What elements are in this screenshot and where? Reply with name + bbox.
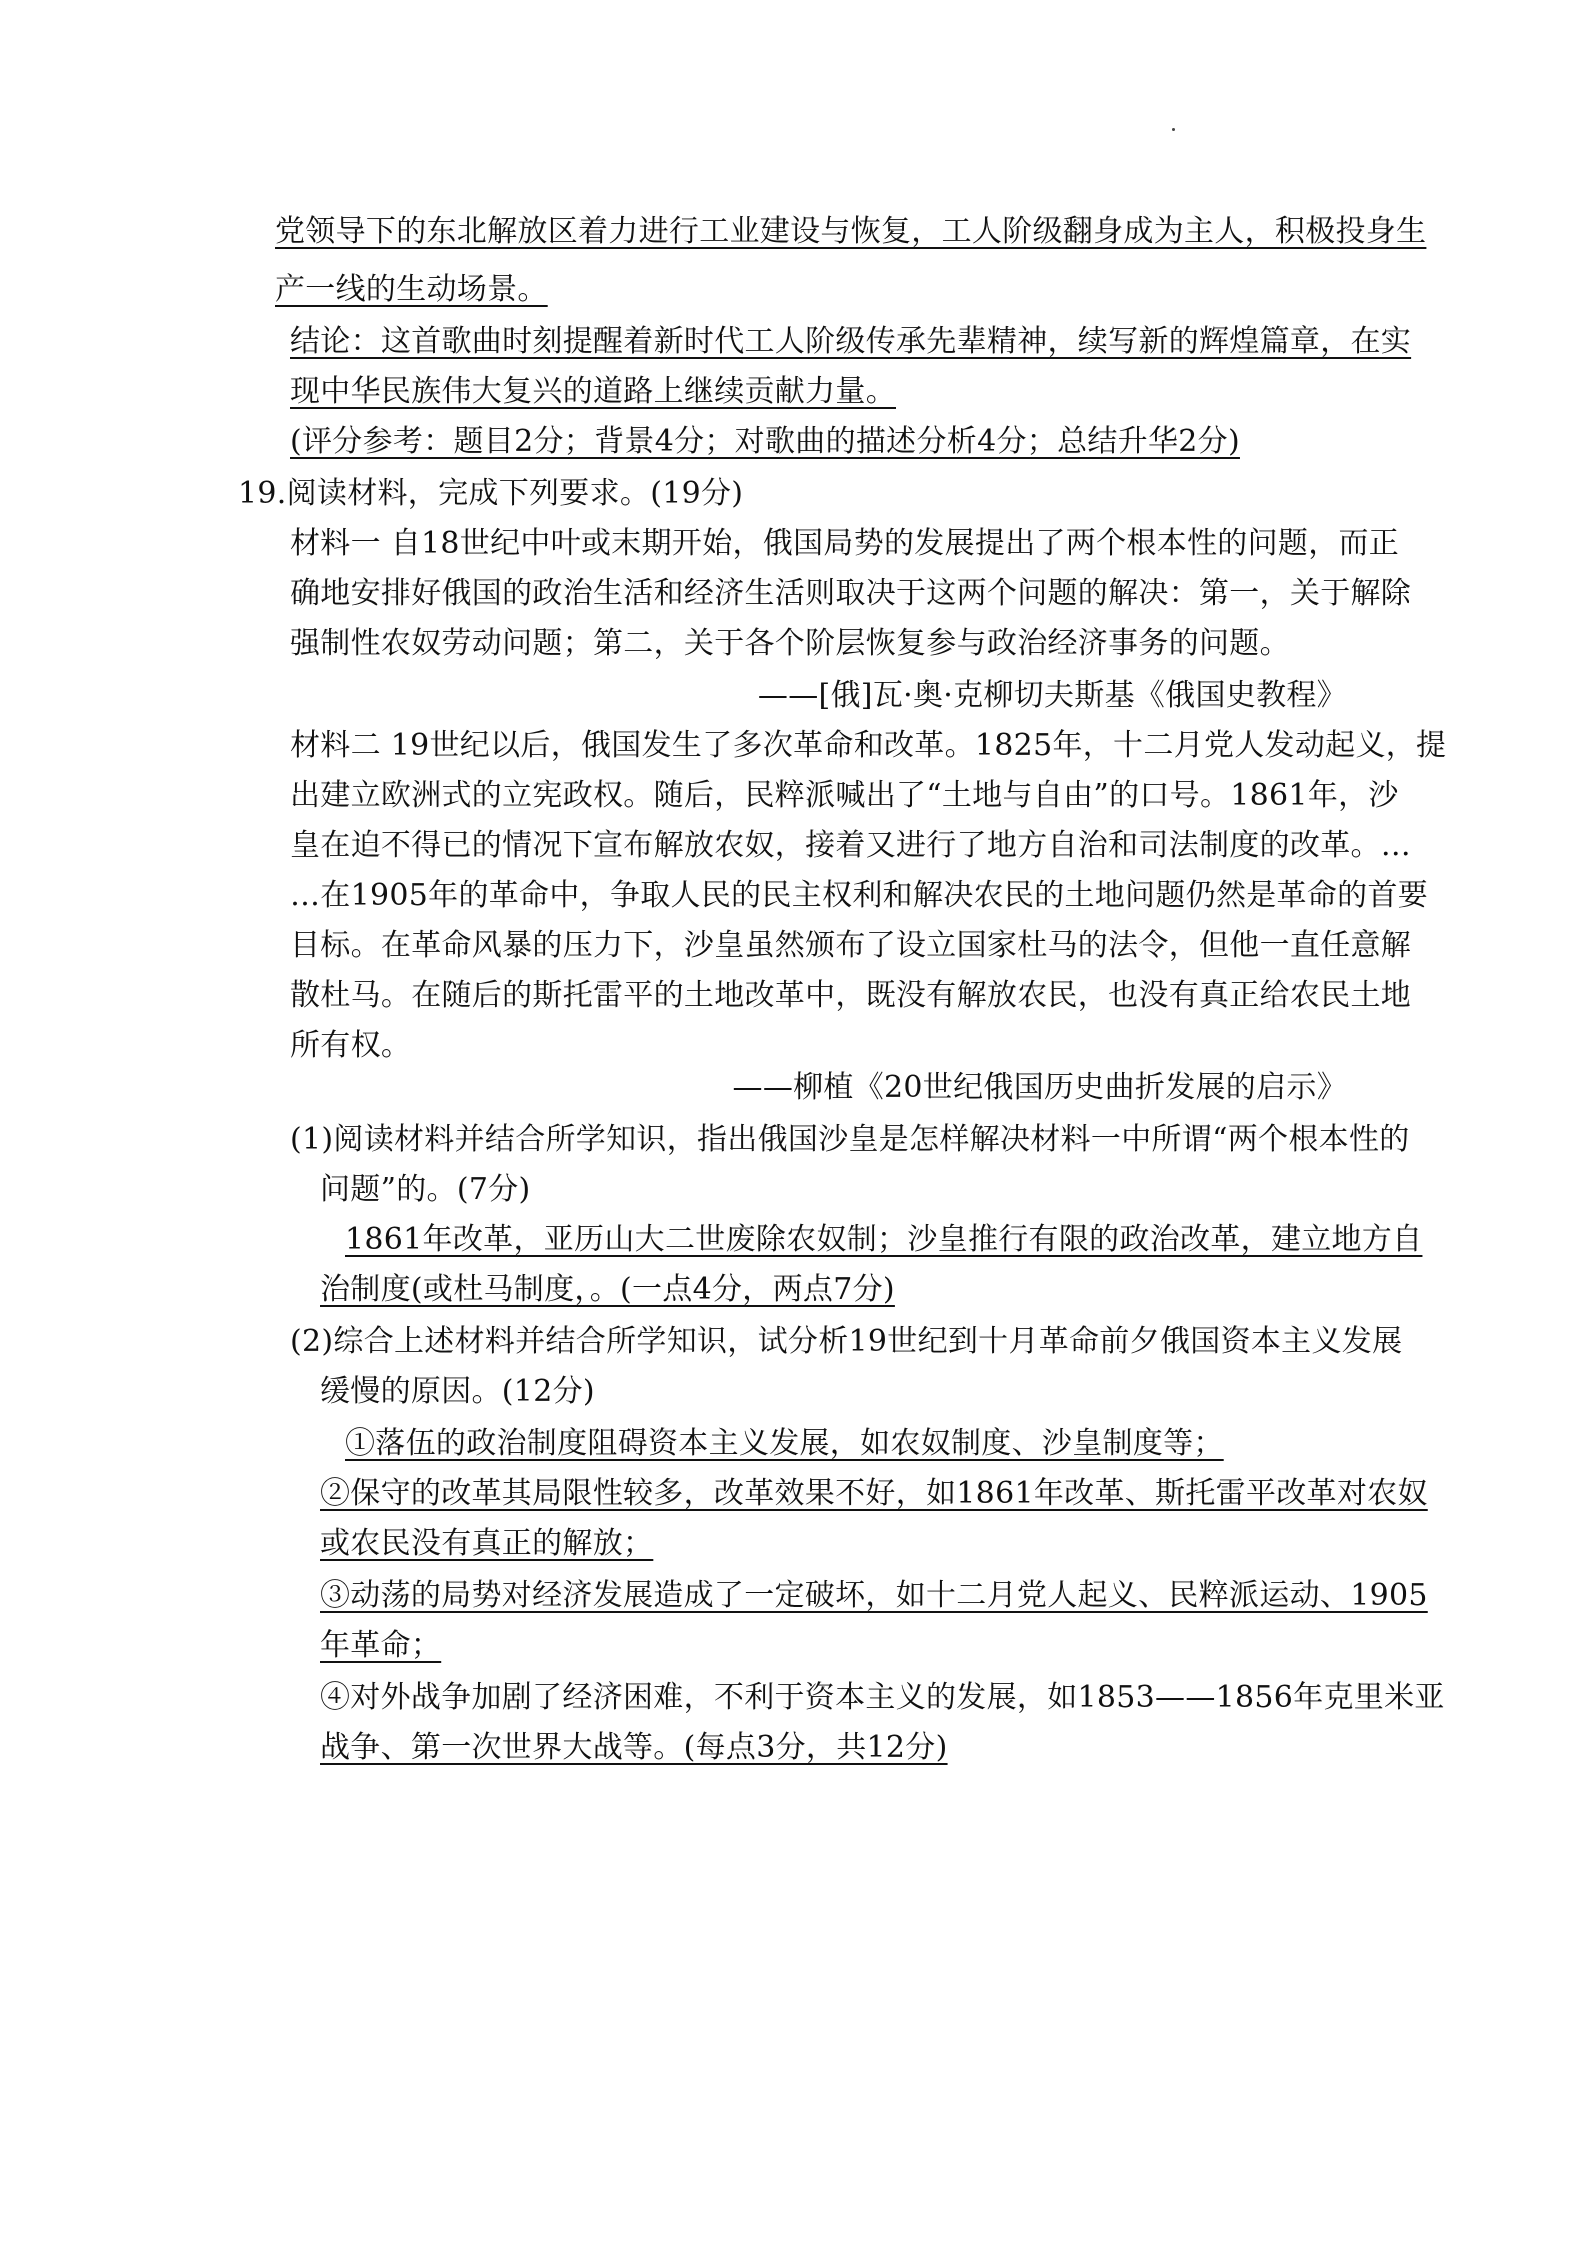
material-1-source: ——[俄]瓦·奥·克柳切夫斯基《俄国史教程》 [757,678,1347,713]
sub-answer-2-point-2-line-2: 或农民没有真正的解放； [320,1526,654,1561]
sub-question-1-line-1: (1)阅读材料并结合所学知识，指出俄国沙皇是怎样解决材料一中所谓“两个根本性的 [290,1122,1410,1157]
material-1-line-1: 材料一 自18世纪中叶或末期开始，俄国局势的发展提出了两个根本性的问题，而正 [290,526,1400,561]
sub-question-1-line-2: 问题”的。(7分) [320,1172,531,1207]
sub-answer-1-line-1: 1861年改革，亚历山大二世废除农奴制；沙皇推行有限的政治改革，建立地方自 [345,1222,1423,1257]
sub-answer-2-point-4-line-1: ④对外战争加剧了经济困难，不利于资本主义的发展，如1853——1856年克里米亚 [320,1680,1445,1715]
answer-continuation-line-1: 党领导下的东北解放区着力进行工业建设与恢复，工人阶级翻身成为主人，积极投身生 [275,214,1427,249]
conclusion-line-2: 现中华民族伟大复兴的道路上继续贡献力量。 [290,374,896,409]
material-2-line-1: 材料二 19世纪以后，俄国发生了多次革命和改革。1825年，十二月党人发动起义，提 [290,728,1447,763]
material-2-line-6: 散杜马。在随后的斯托雷平的土地改革中，既没有解放农民，也没有真正给农民土地 [290,978,1412,1013]
material-2-line-7: 所有权。 [290,1028,412,1063]
sub-answer-2-point-3-line-1: ③动荡的局势对经济发展造成了一定破坏，如十二月党人起义、民粹派运动、1905 [320,1578,1428,1613]
material-2-source: ——柳植《20世纪俄国历史曲折发展的启示》 [732,1070,1347,1105]
material-2-line-3: 皇在迫不得已的情况下宣布解放农奴，接着又进行了地方自治和司法制度的改革。… [290,828,1412,863]
sub-answer-2-point-1: ①落伍的政治制度阻碍资本主义发展，如农奴制度、沙皇制度等； [345,1426,1224,1461]
sub-question-2-line-2: 缓慢的原因。(12分) [320,1374,595,1409]
sub-answer-2-point-2-line-1: ②保守的改革其局限性较多，改革效果不好，如1861年改革、斯托雷平改革对农奴 [320,1476,1428,1511]
scan-speck [1172,128,1175,131]
answer-continuation-line-2: 产一线的生动场景。 [275,272,548,307]
material-2-line-4: …在1905年的革命中，争取人民的民主权利和解决农民的土地问题仍然是革命的首要 [290,878,1429,913]
sub-answer-2-point-3-line-2: 年革命； [320,1628,442,1663]
material-1-line-3: 强制性农奴劳动问题；第二，关于各个阶层恢复参与政治经济事务的问题。 [290,626,1290,661]
sub-question-2-line-1: (2)综合上述材料并结合所学知识，试分析19世纪到十月革命前夕俄国资本主义发展 [290,1324,1403,1359]
conclusion-line-1: 结论：这首歌曲时刻提醒着新时代工人阶级传承先辈精神，续写新的辉煌篇章，在实 [290,324,1412,359]
question-19-header: 19.阅读材料，完成下列要求。(19分) [238,476,744,511]
sub-answer-2-point-4-line-2: 战争、第一次世界大战等。(每点3分，共12分) [320,1730,948,1765]
sub-answer-1-line-2: 治制度(或杜马制度，。(一点4分，两点7分) [320,1272,895,1307]
scoring-reference: (评分参考：题目2分；背景4分；对歌曲的描述分析4分；总结升华2分) [290,424,1240,459]
material-1-line-2: 确地安排好俄国的政治生活和经济生活则取决于这两个问题的解决：第一，关于解除 [290,576,1412,611]
material-2-line-2: 出建立欧洲式的立宪政权。随后，民粹派喊出了“土地与自由”的口号。1861年，沙 [290,778,1399,813]
material-2-line-5: 目标。在革命风暴的压力下，沙皇虽然颁布了设立国家杜马的法令，但他一直任意解 [290,928,1412,963]
